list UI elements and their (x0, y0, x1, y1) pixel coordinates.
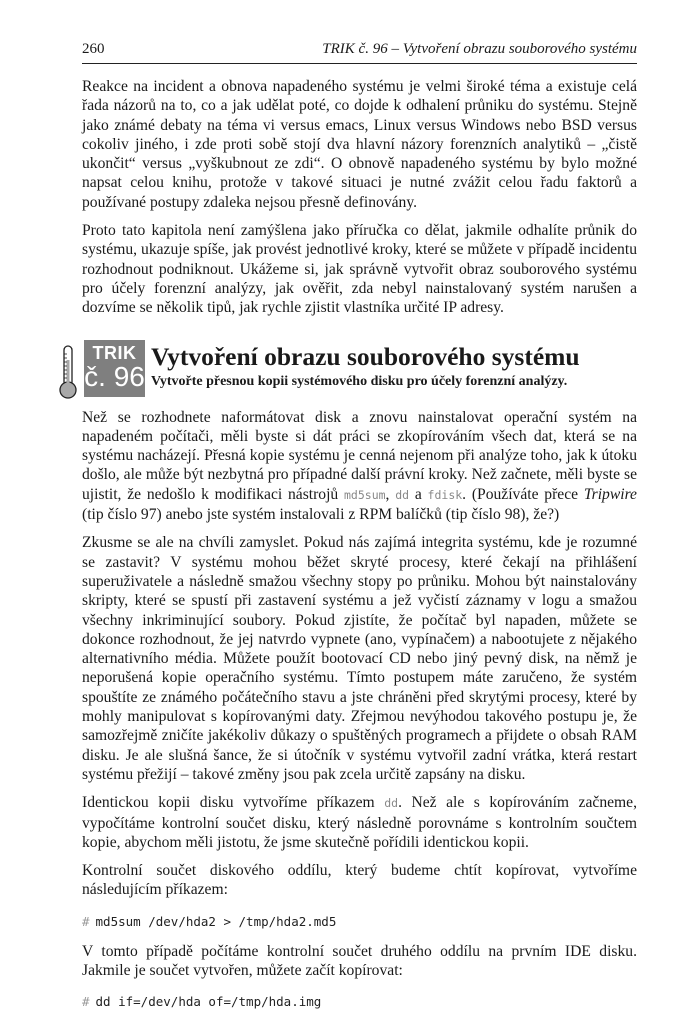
shell-prompt: # (82, 913, 90, 929)
inline-code-dd: dd (395, 487, 410, 502)
body-paragraph-5: V tomto případě počítáme kontrolní součet druhého oddílu na prvním IDE disku. Jakmile je součet vytvořen, můžete začít kopírovat: (82, 942, 637, 979)
shell-prompt: # (82, 994, 90, 1010)
inline-code-dd: dd (384, 796, 399, 811)
shell-command: dd if=/dev/hda of=/tmp/hda.img (95, 994, 322, 1010)
body-paragraph-4: Kontrolní součet diskového oddílu, který budeme chtít kopírovat, vytvoříme následujícím příkazem: (82, 862, 637, 899)
code-block-md5sum (82, 914, 637, 930)
book-page (82, 40, 637, 1022)
text-run: Než se rozhodnete naformátovat disk a znovu nainstalovat operační systém na napadeném počítači, měli byste si dát práci se zkopírováním všech dat, která se na systému nacházejí. Přesná kopie systému je cenná nejenom při analýze toho, jak k útoku došlo, ale může být nezbytná pro případné další právní kroky. Než začnete, měli byste se ujistit, že nedošlo k modifikaci nástrojů (82, 408, 637, 503)
text-run: a (409, 485, 428, 503)
intro-paragraph-1: Reakce na incident a obnova napadeného systému je velmi široké téma a existuje celá řada názorů na to, co a jak udělat poté, co dojde k odhalení průniku do systému. Stejně jako známé debaty na téma vi versus emacs, Linux versus Windows nebo BSD versus cokoliv jiného, i zde proti sobě stojí dva hlavní názory forenzních analytiků – „čistě ukončit“ versus „vyškubnout ze zdi“. O obnově napadeného systému by bylo možné napsat celou knihu, protože v takové situaci je nutné zvážit celou řadu faktorů a používané postupy zdaleka nejsou přesně definovány. (82, 78, 637, 211)
body-paragraph-1 (82, 408, 637, 525)
inline-code-fdisk: fdisk (427, 487, 463, 502)
trik-badge-number: č. 96 (84, 361, 145, 393)
text-run: (tip číslo 97) anebo jste systém instalovali z RPM balíčků (tip číslo 98), že?) (82, 506, 560, 524)
shell-command: md5sum /dev/hda2 > /tmp/hda2.md5 (95, 913, 337, 929)
text-run: . (Používáte přece (462, 485, 584, 503)
running-header (82, 40, 637, 64)
trik-badge-label: TRIK (92, 343, 137, 364)
trik-badge (84, 340, 145, 397)
page-number: 260 (82, 41, 105, 57)
body-paragraph-2: Zkusme se ale na chvíli zamyslet. Pokud nás zajímá integrita systému, kde je rozumné se zastavit? V systému mohou běžet skryté procesy, které čekají na přihlášení superuživatele a následně smažou všechny stopy po průniku. Mohou být nainstalovány skripty, které se spustí při zastavení systému a jež vyčistí záznamy v logu a smažou všechny inkriminující soubory. Pokud zjistíte, že počítač byl napaden, můžete se dokonce rozhodnout, že jej natvrdo vypnete (ano, vypínačem) a nabootujete z nějakého alternativního média. Můžete použít bootovací CD nebo jiný pevný disk, na němž je neporušená kopie operačního systému. Tímto postupem máte zaručeno, že systém spouštíte ze známého počátečního stavu a jste chráněni před skrytými procesy, které by mohly manipulovat s kopírovanými daty. Zřejmou nevýhodou takového postupu je, že samozřejmě zničíte jakékoliv důkazy o spuštěných programech a přijdete o obsah RAM disku. Je ale slušná šance, že si útočník v systému vytvořil zadní vrátka, která restart systému přežijí – takové změny jsou pak zcela určitě zapsány na disku. (82, 534, 637, 783)
thermometer-icon (57, 344, 79, 400)
text-run: . Než ale s kopírováním začneme, vypočítáme kontrolní součet disku, který následně porovnáme s kontrolním součtem kopie, abychom měli jistotu, že jsme skutečně pořídili identickou kopii. (82, 794, 637, 851)
section-subtitle: Vytvořte přesnou kopii systémového disku pro účely forenzní analýzy. (151, 373, 568, 389)
text-run: Identickou kopii disku vytvoříme příkazem (82, 794, 385, 812)
code-block-dd (82, 994, 637, 1010)
emphasis-tripwire: Tripwire (583, 485, 637, 503)
inline-code-md5sum: md5sum (344, 487, 386, 502)
body-paragraph-3 (82, 793, 637, 852)
text-run: , (385, 485, 396, 503)
section-title: Vytvoření obrazu souborového systému (151, 341, 580, 371)
running-title: TRIK č. 96 – Vytvoření obrazu souborového systému (322, 41, 637, 57)
intro-paragraph-2: Proto tato kapitola není zamýšlena jako příručka co dělat, jakmile odhalíte průnik do systému, ukazuje spíše, jak provést jednotlivé kroky, které se můžete v případě incidentu rozhodnout podniknout. Ukážeme si, jak správně vytvořit obraz souborového systému pro účely forenzní analýzy, jak ověřit, zda nebyl nainstalovaný systém narušen a dozvíme se několik tipů, jak rychle zjistit vlastníka určité IP adresy. (82, 222, 637, 317)
trik-heading (82, 340, 637, 400)
